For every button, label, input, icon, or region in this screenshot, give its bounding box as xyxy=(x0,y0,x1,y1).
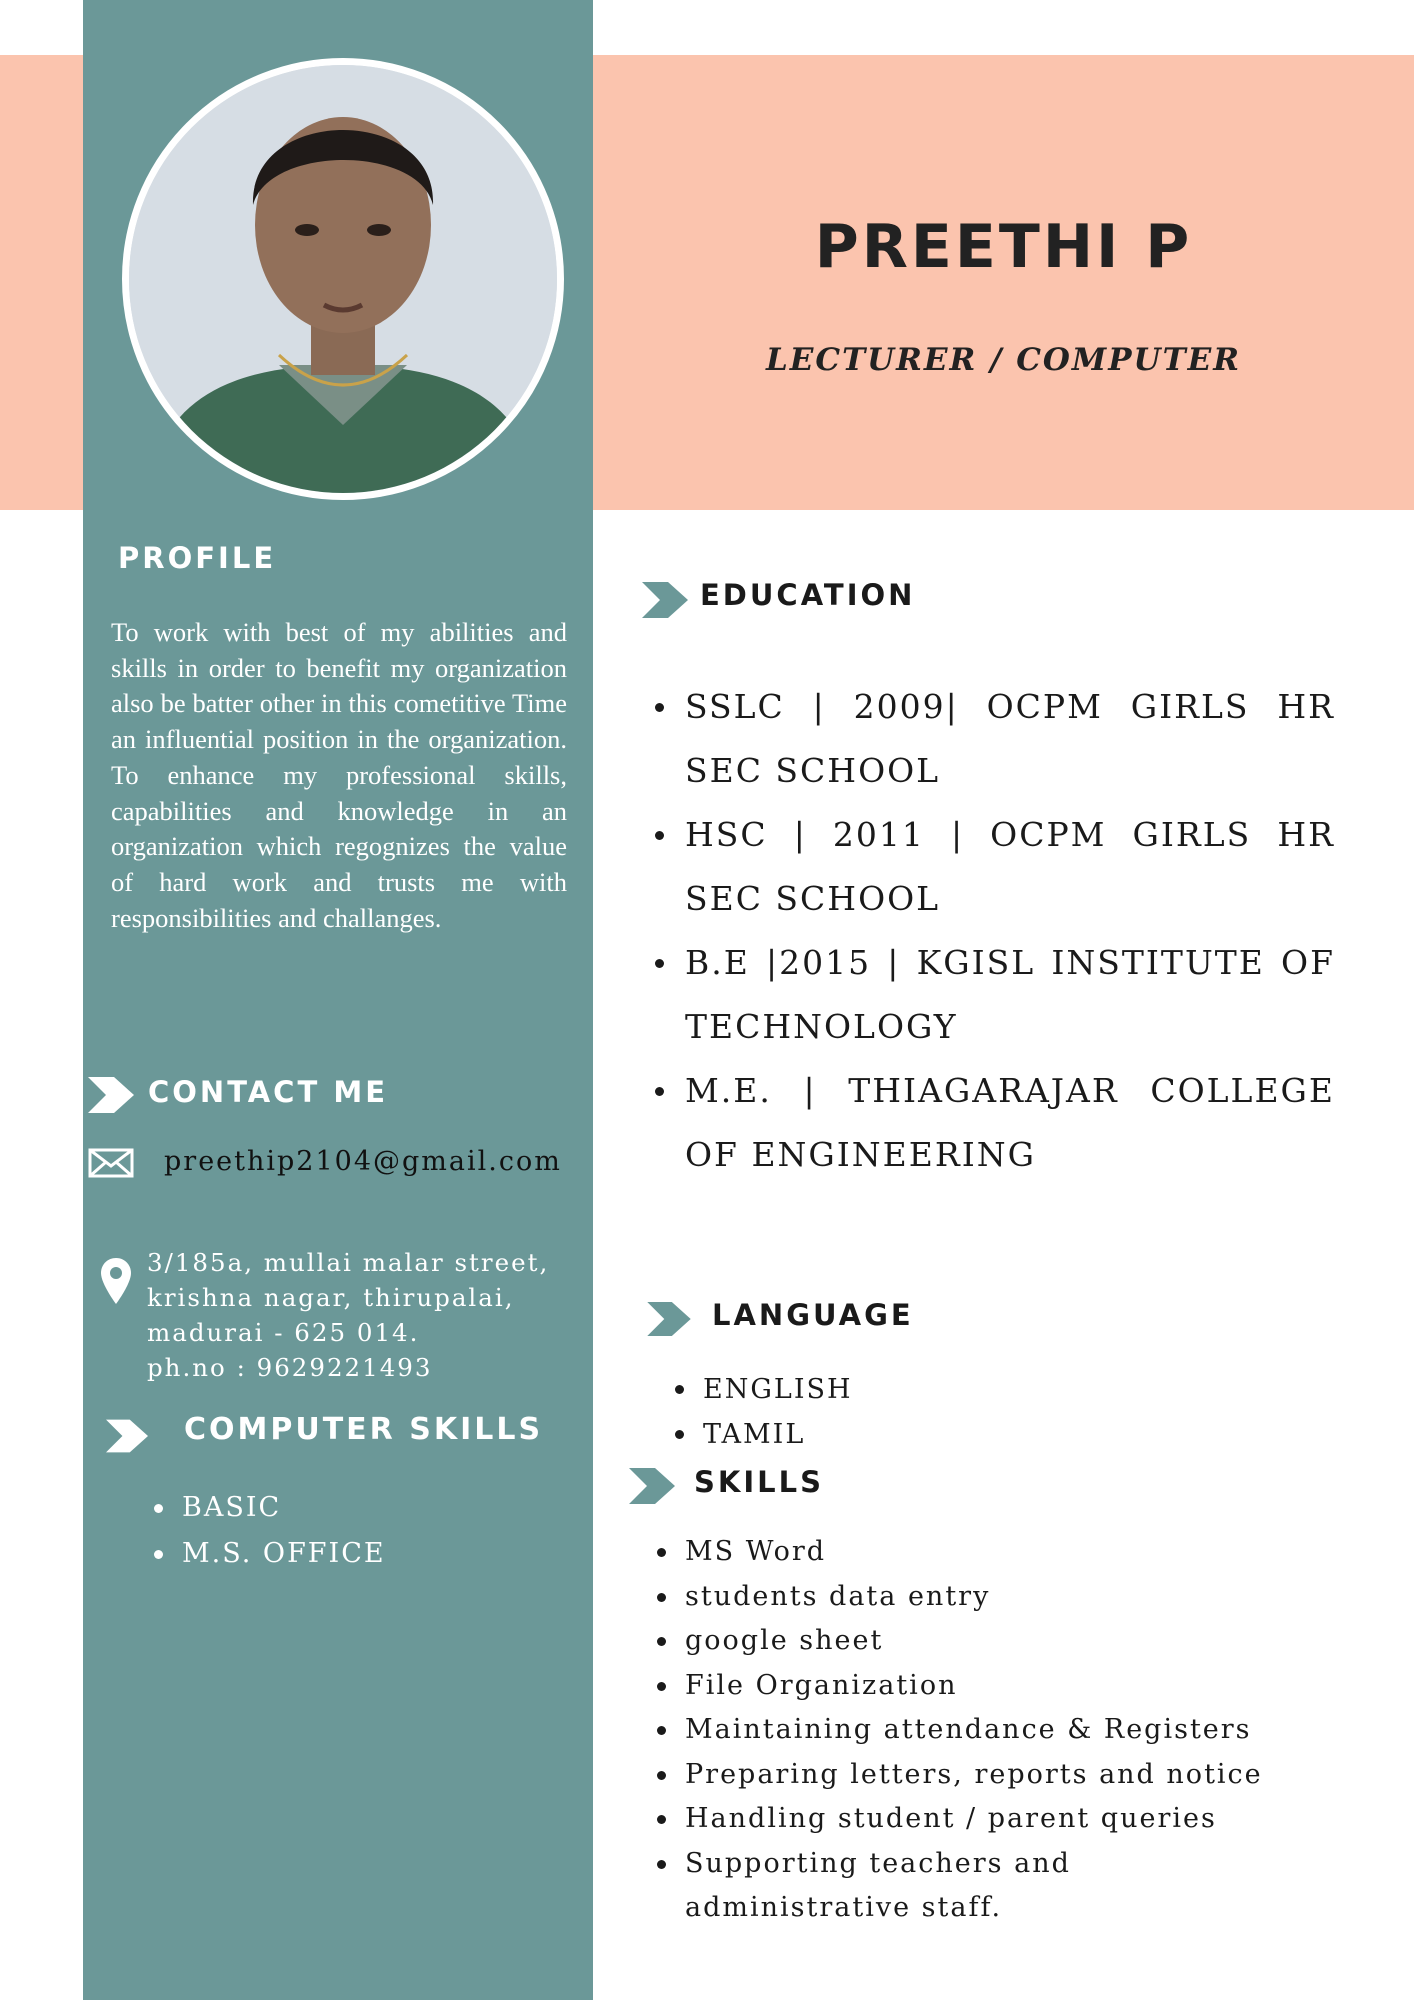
list-item: BASIC xyxy=(182,1485,386,1531)
skills-list xyxy=(685,1530,1263,1931)
list-item: MS Word xyxy=(685,1530,1263,1575)
education-list xyxy=(685,675,1335,1187)
map-pin-icon xyxy=(101,1258,131,1304)
list-item: M.E. | THIAGARAJAR COLLEGE OF ENGINEERING xyxy=(685,1059,1335,1187)
list-item: google sheet xyxy=(685,1619,1263,1664)
list-item: TAMIL xyxy=(703,1412,853,1457)
list-item: HSC | 2011 | OCPM GIRLS HR SEC SCHOOL xyxy=(685,803,1335,931)
person-name: PREETHI P xyxy=(814,212,1193,282)
address-block xyxy=(147,1245,549,1385)
profile-photo xyxy=(122,58,564,500)
list-item: M.S. OFFICE xyxy=(182,1531,386,1577)
list-item: Maintaining attendance & Registers xyxy=(685,1708,1263,1753)
phone-number: ph.no : 9629221493 xyxy=(147,1353,433,1382)
job-title: LECTURER / COMPUTER xyxy=(765,342,1242,378)
list-item: SSLC | 2009| OCPM GIRLS HR SEC SCHOOL xyxy=(685,675,1335,803)
address-line: 3/185a, mullai malar street, xyxy=(147,1248,550,1277)
profile-text: To work with best of my abilities and skills in order to benefit my organization also be batter other in this cometitive Time an influential position in the organization. To enhance my professional skills, capabilities and knowledge in an organization which regognizes the value of hard work and trusts me with responsibilities and challanges. xyxy=(111,617,567,933)
chevron-arrow-icon xyxy=(642,582,688,618)
list-item: Supporting teachers and xyxy=(685,1842,1263,1887)
address-line: madurai - 625 014. xyxy=(147,1318,420,1347)
list-item: File Organization xyxy=(685,1664,1263,1709)
email-link[interactable]: preethip2104@gmail.com xyxy=(164,1146,562,1177)
education-heading: EDUCATION xyxy=(700,578,916,612)
list-item: B.E |2015 | KGISL INSTITUTE OF TECHNOLOGY xyxy=(685,931,1335,1059)
list-item: students data entry xyxy=(685,1575,1263,1620)
language-heading: LANGUAGE xyxy=(712,1298,914,1332)
chevron-arrow-icon xyxy=(644,1302,694,1336)
chevron-arrow-icon xyxy=(627,1468,677,1504)
address-line: krishna nagar, thirupalai, xyxy=(147,1283,515,1312)
list-item-continuation: administrative staff. xyxy=(685,1892,1003,1923)
list-item: Handling student / parent queries xyxy=(685,1797,1263,1842)
chevron-arrow-icon xyxy=(106,1418,148,1454)
computer-skills-list xyxy=(182,1485,386,1577)
list-item: Preparing letters, reports and notice xyxy=(685,1753,1263,1798)
skills-heading: SKILLS xyxy=(694,1465,824,1499)
list-item: ENGLISH xyxy=(703,1367,853,1412)
computer-skills-heading: COMPUTER SKILLS xyxy=(184,1412,544,1447)
chevron-arrow-icon xyxy=(88,1077,134,1113)
contact-heading: CONTACT ME xyxy=(148,1075,389,1109)
envelope-icon xyxy=(88,1148,134,1178)
profile-heading: PROFILE xyxy=(118,541,277,575)
language-list xyxy=(703,1367,853,1457)
